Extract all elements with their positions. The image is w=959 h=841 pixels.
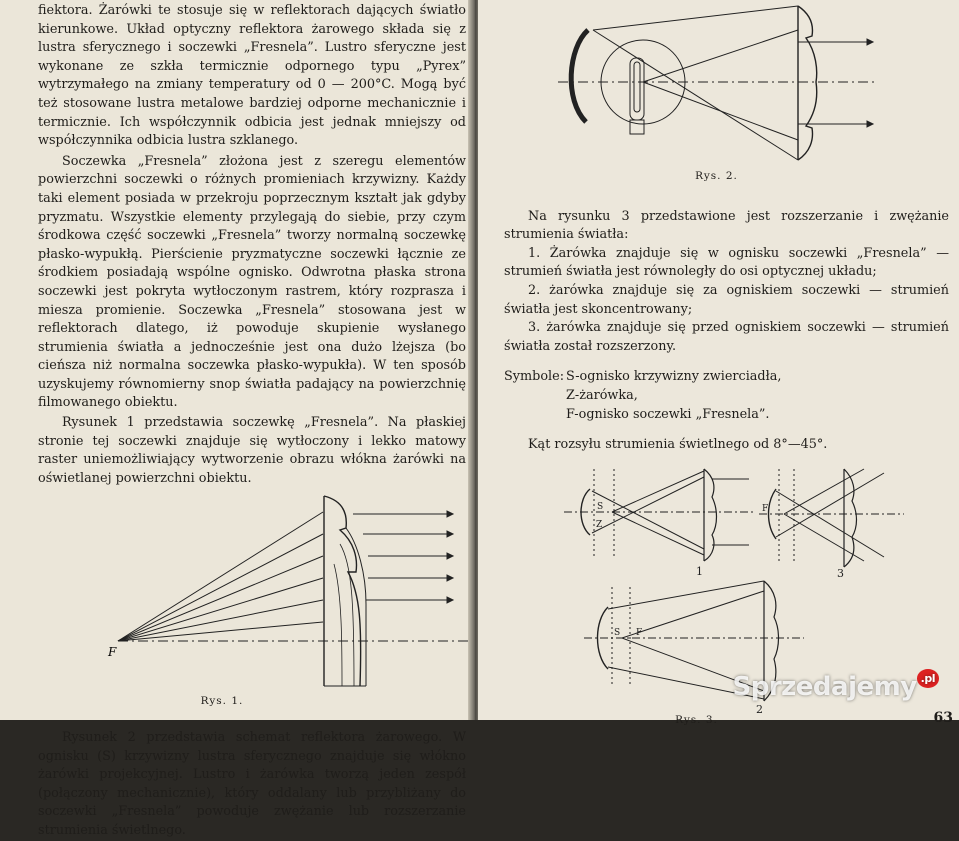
right-paragraph-1: Na rysunku 3 przedstawione jest rozszerzanie i zwężanie strumienia światła: — [504, 208, 949, 243]
figure-3-caption: Rys. 3. — [675, 713, 718, 726]
symbol-f: F-ognisko soczewki „Fresnela”. — [566, 406, 770, 422]
left-page — [0, 0, 472, 838]
figure-2-reflector-diagram — [498, 0, 918, 165]
symbols-label: Symbole: — [504, 369, 565, 385]
figure-1-focus-label: F — [108, 645, 117, 660]
figure-1-fresnel-lens — [78, 494, 498, 694]
watermark-logo — [733, 672, 940, 702]
list — [504, 245, 949, 357]
watermark-suffix: .pl — [917, 669, 939, 688]
left-paragraph-4: Rysunek 2 przedstawia schemat reflektora żarowego. W ognisku (S) krzywizny lustra sferycznego znajduje się włókno żarówki projekcyjnej. Lustro i żarówka tworzą jeden zespół (połączony mechanicznie), który oddalany lub przybliżany do soczewki „Fresnela” powoduje zwężanie lub rozszerzanie strumienia świetlnego. — [38, 730, 466, 838]
figure-1-caption: Rys. 1. — [200, 695, 244, 708]
left-paragraph-1: fiektora. Żarówki te stosuje się w reflektorach dających światło kierunkowe. Układ optyczny reflektora żarowego składa się z lustra sferycznego i soczewki „Fresnela”. Lustro sferyczne jest wykonane ze szkła termicznie odpornego typu „Pyrex” wytrzymałego na zmiany temperatury od 0 — 200°C. Mogą być też stosowane lustra metalowe bardziej odporne mechanicznie i termicznie. Ich współczynnik odbicia jest jednak mniejszy od współczynnika odbicia lustra szklanego. — [38, 3, 466, 149]
left-paragraph-3: Rysunek 1 przedstawia soczewkę „Fresnela”. Na płaskiej stronie tej soczewki znajduje się wytłoczony i lekko matowy raster uniemożliwiający wytworzenie obrazu włókna żarówki na oświetlanej powierzchni obiektu. — [38, 415, 466, 486]
left-paragraph-2: Soczewka „Fresnela” złożona jest z szeregu elementów powierzchni soczewki o różnych promieniach krzywizny. Każdy taki element posiada w przekroju poprzecznym kształt jak gdyby pryzmatu. Wszystkie elementy przylegają do siebie, przy czym środkowa część soczewki „Fresnela” tworzy normalną soczewkę płasko-wypukłą. Pierścienie pryzmatyczne soczewki łącznie ze środkiem posiadają wspólne ognisko. Odwrotna płaska strona soczewki jest pokryta wytłoczonym rastrem, który rozprasza i miesza promienie. Soczewka „Fresnela” stosowana jest w reflektorach dlatego, iż powoduje skupienie wysłanego strumienia światła a jednocześnie jest ona dużo lżejsza (bo cieńsza niż normalna soczewka płasko-wypukła). W ten sposób uzyskujemy równomierny snop światła padający na powierzchnię filmowanego obiektu. — [38, 153, 466, 411]
list-item-3: 3. żarówka znajduje się przed ogniskiem soczewki — strumień światła został rozszerzony. — [504, 320, 949, 354]
symbols-block — [504, 368, 949, 424]
fig3-label-z: Z — [596, 519, 603, 530]
symbol-z: Z-żarówka, — [566, 387, 638, 403]
list-item-2: 2. żarówka znajduje się za ogniskiem soczewki — strumień światła jest skoncentrowany; — [504, 282, 949, 317]
right-page — [478, 0, 959, 726]
fig3-number-3: 3 — [837, 566, 844, 580]
watermark-text: Sprzedajemy — [732, 672, 917, 702]
figure-2-caption: Rys. 2. — [695, 170, 738, 182]
fig3-label-f-2: F — [636, 627, 643, 638]
fig3-number-1: 1 — [696, 564, 703, 578]
fig3-label-s: S — [597, 501, 604, 512]
list-item-1: 1. Żarówka znajduje się w ognisku soczewki „Fresnela” — strumień światła jest równoległy do osi optycznej układu; — [504, 245, 949, 280]
fig3-number-2: 2 — [756, 702, 763, 716]
fig3-label-f-3: F — [762, 503, 769, 514]
page-number: 63 — [933, 710, 953, 726]
symbol-s: S-ognisko krzywizny zwierciadła, — [566, 369, 782, 385]
fig3-label-s-2: S — [614, 627, 621, 638]
right-paragraph-2: Kąt rozsyłu strumienia świetlnego od 8°—45°. — [528, 437, 828, 453]
